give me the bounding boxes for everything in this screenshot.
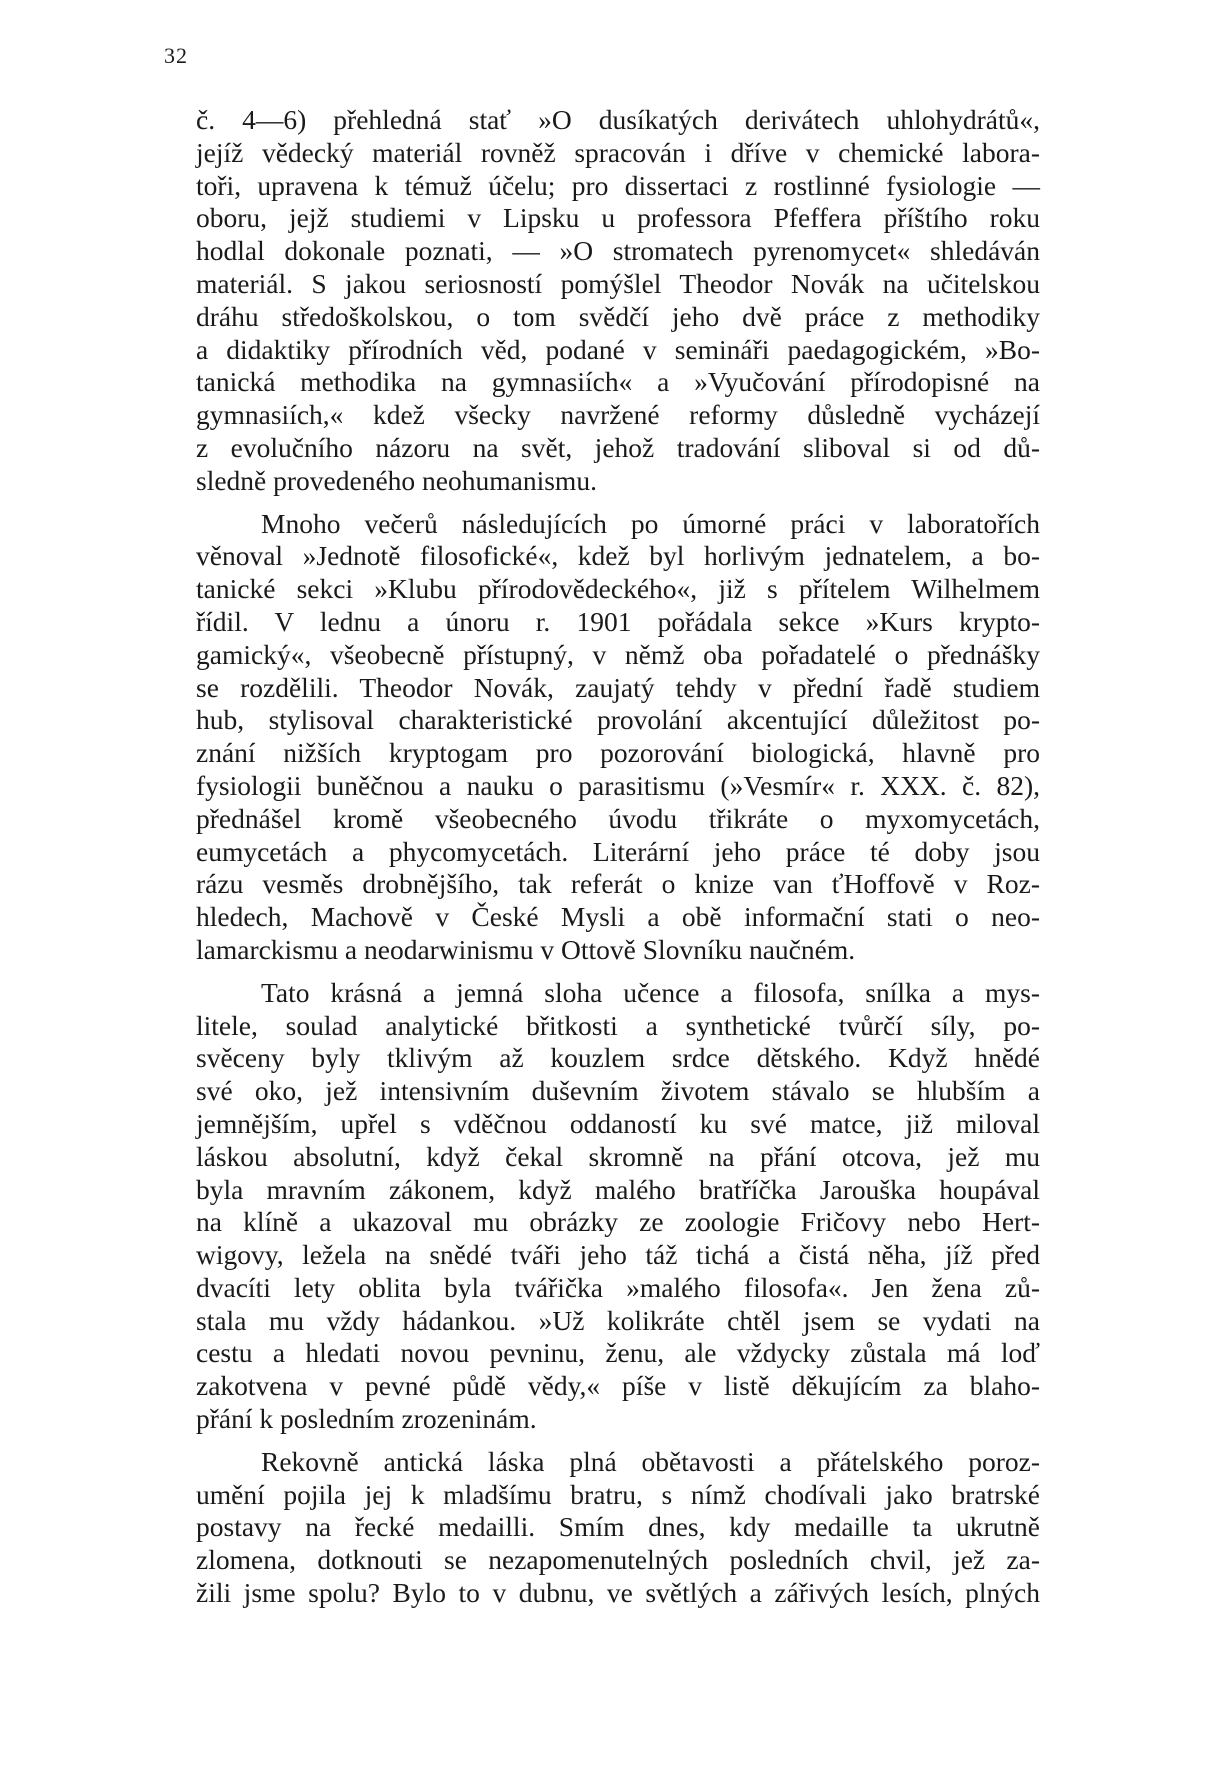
text-line: materiál. S jakou seriosností pomýšlel Theodor Novák na učitelskou: [196, 267, 1040, 299]
text-line: fysiologii buněčnou a nauku o parasitismu (»Vesmír« r. XXX. č. 82),: [196, 769, 1040, 801]
text-line: tanické sekci »Klubu přírodovědeckého«, již s přítelem Wilhelmem: [196, 573, 1040, 605]
text-line: stala mu vždy hádankou. »Už kolikráte chtěl jsem se vydati na: [196, 1304, 1040, 1336]
text-line: svěceny byly tklivým až kouzlem srdce dětského. Když hnědé: [196, 1042, 1040, 1074]
text-line: lamarckismu a neodarwinismu v Ottově Slovníku naučném.: [196, 933, 856, 965]
text-line: wigovy, ležela na snědé tváři jeho táž tichá a čistá něha, jíž před: [196, 1239, 1040, 1271]
text-line: tanická methodika na gymnasiích« a »Vyučování přírodopisné na: [196, 366, 1040, 398]
text-line: rázu vesměs drobnějšího, tak referát o knize van ťHoffově v Roz-: [196, 868, 1040, 900]
text-line: byla mravním zákonem, když malého bratříčka Jarouška houpával: [196, 1173, 1040, 1205]
text-line: litele, soulad analytické břitkosti a synthetické tvůrčí síly, po-: [196, 1009, 1040, 1041]
text-line: zlomena, dotknouti se nezapomenutelných posledních chvil, jež za-: [196, 1544, 1040, 1576]
text-line: se rozdělili. Theodor Novák, zaujatý tehdy v přední řadě studiem: [196, 671, 1040, 703]
text-line: oboru, jejž studiemi v Lipsku u professora Pfeffera příštího roku: [196, 202, 1040, 234]
text-line: láskou absolutní, když čekal skromně na přání otcova, jež mu: [196, 1140, 1040, 1172]
text-line: postavy na řecké medailli. Smím dnes, kdy medaille ta ukrutně: [196, 1511, 1040, 1543]
paragraph-gap: [196, 967, 1040, 977]
paragraph: [196, 977, 1040, 1436]
text-line: eumycetách a phycomycetách. Literární jeho práce té doby jsou: [196, 835, 1040, 867]
paragraph: [196, 1446, 1040, 1610]
text-line: hodlal dokonale poznati, — »O stromatech pyrenomycet« shledáván: [196, 235, 1040, 267]
text-line: své oko, jež intensivním duševním životem stávalo se hlubším a: [196, 1075, 1040, 1107]
text-line: věnoval »Jednotě filosofické«, kdež byl horlivým jednatelem, a bo-: [196, 540, 1040, 572]
text-line: Rekovně antická láska plná obětavosti a přátelského poroz-: [261, 1445, 1040, 1477]
text-line: žili jsme spolu? Bylo to v dubnu, ve světlých a zářivých lesích, plných: [196, 1577, 1040, 1609]
text-line: a didaktiky přírodních věd, podané v semináři paedagogickém, »Bo-: [196, 333, 1040, 365]
text-line: zakotvena v pevné půdě vědy,« píše v listě děkujícím za blaho-: [196, 1370, 1040, 1402]
text-line: na klíně a ukazoval mu obrázky ze zoologie Fričovy nebo Hert-: [196, 1206, 1040, 1238]
text-line: z evolučního názoru na svět, jehož tradování sliboval si od dů-: [196, 431, 1040, 463]
text-line: přání k posledním zrozeninám.: [196, 1403, 537, 1435]
text-line: přednášel kromě všeobecného úvodu třikráte o myxomycetách,: [196, 802, 1040, 834]
text-line: gymnasiích,« kdež všecky navržené reformy důsledně vycházejí: [196, 399, 1040, 431]
body-text: [196, 104, 1040, 1610]
page-number: 32: [164, 43, 188, 68]
text-line: znání nižších kryptogam pro pozorování biologická, hlavně pro: [196, 737, 1040, 769]
text-line: sledně provedeného neohumanismu.: [196, 464, 597, 496]
text-line: cestu a hledati novou pevninu, ženu, ale vždycky zůstala má loď: [196, 1337, 1040, 1369]
text-line: hledech, Machově v České Mysli a obě informační stati o neo-: [196, 901, 1040, 933]
paragraph-gap: [196, 498, 1040, 508]
text-line: jejíž vědecký materiál rovněž spracován i dříve v chemické labora-: [196, 136, 1040, 168]
text-line: dráhu středoškolskou, o tom svědčí jeho dvě práce z methodiky: [196, 300, 1040, 332]
text-line: jemnějším, upřel s vděčnou oddaností ku své matce, již miloval: [196, 1107, 1040, 1139]
text-line: č. 4—6) přehledná stať »O dusíkatých derivátech uhlohydrátů«,: [196, 104, 1040, 135]
text-line: dvacíti lety oblita byla tvářička »malého filosofa«. Jen žena zů-: [196, 1271, 1040, 1303]
paragraph: [196, 104, 1040, 498]
text-line: umění pojila jej k mladšímu bratru, s nímž chodívali jako bratrské: [196, 1478, 1040, 1510]
text-line: gamický«, všeobecně přístupný, v němž oba pořadatelé o přednášky: [196, 638, 1040, 670]
paragraph: [196, 508, 1040, 967]
text-line: hub, stylisoval charakteristické provolání akcentující důležitost po-: [196, 704, 1040, 736]
text-line: Tato krásná a jemná sloha učence a filosofa, snílka a mys-: [261, 976, 1040, 1008]
text-line: toři, upravena k témuž účelu; pro dissertaci z rostlinné fysiologie —: [196, 169, 1040, 201]
text-line: Mnoho večerů následujících po úmorné práci v laboratořích: [261, 507, 1040, 539]
paragraph-gap: [196, 1436, 1040, 1446]
text-line: řídil. V lednu a únoru r. 1901 pořádala sekce »Kurs krypto-: [196, 605, 1040, 637]
